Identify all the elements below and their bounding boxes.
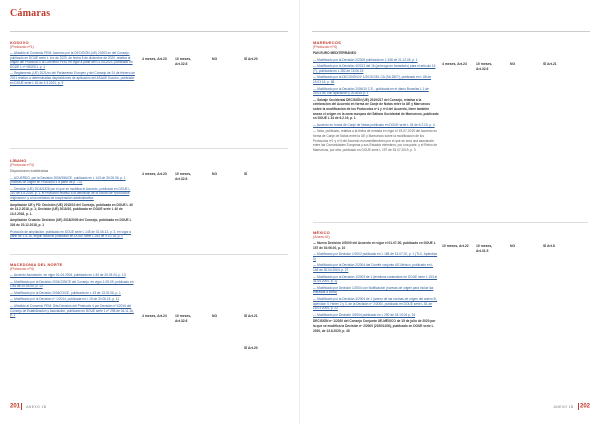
legal-ref-link[interactable]: — Decisión (UE) 2016/1328 por el que se modifica el Acuerdo, publicado en DOUE L 210 de 4.8.2016, p. 1, el Protocolo relativo a la definición de la noción de «productos originarios» y a los métodos de cooperación administrativa. [10,186,131,200]
amendment-text: DECISIÓN nº 1/2020 del Consejo Conjunto UE-MÉXICO de 15 de julio de 2020 por la que se modifica la Decisión nº 2/2000 (2020/1106), publicado en DOUE serie L 2020, de 13.8.2020, p. 45 [313,319,436,333]
legal-ref-link[interactable]: — Modificado por la Decisión nº 1/2014, publicada en L 19 de 30.06.15, p. 11 [10,297,120,302]
yes-col: SÍ Art.21 [244,314,258,318]
validity-col: 4 meses, Art.24 [442,62,467,66]
yes-col: SÍ Art.20 [244,346,258,350]
entry-macedonia [10,262,136,320]
yes-col: SÍ Art.21 [543,62,557,66]
legal-ref-link[interactable]: — Modificado por la Decisión 4/2004 de 1 (anexo de las normas de origen del anexo III, apéndice II, Hinter 2 y 3, de la Decisión nº 2/2000, publicado en DOUE serie L 81 de 15.03.2005, p. 23 [313,296,438,311]
entry-kosovo [10,40,136,87]
header-rule [312,31,590,32]
flag-col: NO [510,62,516,66]
deadline-col: 10 meses, Art.32.6 [175,172,192,181]
validity-col: 10 meses, Art.22 [442,244,469,248]
country-name: MÉXICO [313,230,330,235]
legal-ref-link[interactable]: — Acuerdo en forma de Canje de Notas publicado en DOUE serie L 34 de 6.2.19, p. 4 [313,122,435,127]
yes-col: SÍ Art.8 [543,244,555,248]
entry-mexico [313,230,439,335]
running-title: ANEXO 1B [553,404,574,409]
yes-col: SÍ [244,172,248,176]
amendment-text: Ampliación Croacia: Decisión (UE) 2018/2005 del Consejo, publicada en DOUE L 326 de 20.12.2018, p. 1 [10,218,132,227]
deadline-col: 10 meses, Art.32.6 [175,314,192,323]
row-separator [10,148,288,149]
entry-marruecos [313,40,439,154]
legal-ref-link[interactable]: — Añadido al Convenio PEM: Acuerdo por la DECISIÓN (UE) 2020/1xx del Consejo, publicado en DOUE serie L 1xx de 2020, de fecha 8 de diciembre de 2020, relativa al origen del Protocolo II al Convenio PEM, en vigor a partir del 01-04-2021, publicado en DOUE L nº 08/2021, p. 1 [10,51,133,69]
amendment-text: Ampliación UE y FD: Decisión (UE) 2018/10 del Consejo, publicada en DOUE L 40 de 13.2.2018, p. 1; Decisión (UE) 2018/10, publicada en DOUE serie L 40 de 13.2.2018, p. 1. [10,202,133,216]
legal-ref-link[interactable]: — Reglamento (UE) 2021/xx del Parlamento Europeo y del Consejo de 24 de febrero de 2021 relativo a determinadas disposiciones de aplicación del ASAUE Kosovo, publicado en DOUE serie L 62 de 4.3.2021, p. 9 [10,71,135,85]
amendment-text: — Nota, publicado, relativa a la fecha de entrada en vigor el 19-07-2019 del Acuerdo en forma de Canje de Notas entre la UE y Marruecos sobre la modificación de los Protocolos nº1 y nº4 del Acuerdo euromediterráneo por el que se crea una asociación entre las Comunidades Europeas y sus Estados miembros, por una parte, y el Reino de Marruecos, por otra, publicado en DOUE serie L 197 de 25.07.2019, p. 3 [313,129,438,152]
amendment-text: — Nuevo Decisión 2/2000 del Acuerdo en vigor el 01-07-00, publicado en DOUE L 157 de 30.06.00, p. 10 [313,241,436,250]
legal-text [10,273,136,318]
amendment-text: — Salvaje Occidental DECISIÓN (UE) 2019/217 del Consejo, relativa a la celebración del Acuerdo en forma de Canje de Notas entre la UE y Marruecos sobre la modificación de los Protocolos nº1 y nº4 del Acuerdo, tiene también anexo el origen en la zona europea del Sáhara Occidental de Marruecos, publicado en DOUE L 34 de 6.2.19, p. 1 [313,97,439,121]
yes-col: SÍ Art.20 [244,57,258,61]
page-footer [551,403,590,410]
lead-text: Disposiciones establecidas [10,169,49,173]
flag-col: NO [212,314,218,318]
country-name: LÍBANO [10,158,27,163]
page-number: 201 [10,403,21,410]
legal-text [10,169,136,239]
country-name: MACEDONIA DEL NORTE [10,262,63,267]
legal-ref-link[interactable]: — Modificado por la Decisión 2/2005 publicada en L 336 de 21.12.05, p. 1 [313,57,418,62]
page-number: 202 [579,403,590,410]
legal-text [313,241,439,333]
protocol-ref: (Protocolo nº1) [10,45,34,49]
legal-ref-link[interactable]: — Modificado por la Decisión 2006/23/CE, publicada en L 43 de 13.02.06, p. 1 [10,290,121,295]
footer-bar [21,403,22,410]
legal-ref-link[interactable]: — Modificado por la Decisión 4/2013 del 16 (prórroga en transitorio) para el artículo 15 (T), publicada en L 282 de 15.06.15 [313,64,436,73]
validity-col: 4 meses, Art.23 [142,57,167,61]
flag-col: NO [212,172,218,176]
footer-bar [578,403,579,410]
legal-ref-link[interactable]: — Modificado por la Decisión 2006/10 C.E., publicada en el diario Bruselas L 1 de 29.03.06, con aplicación y 2018/16 p. 1 [313,86,429,96]
deadline-col: 10 meses, Art.32.6 [175,57,192,66]
legal-ref-link[interactable]: — Modificado por la DECISIÓN Nº 1/2015 DEL CA (SA 2807), publicado en L 68 de 15.03.16, p. 68 [313,75,432,84]
running-title: ANEXO 1B [26,404,47,409]
flag-col: NO [212,57,218,61]
legal-ref-link[interactable]: — Modificado por la Decisión 2004/239/CE del Consejo, en vigor 1-09-05, publicado en L 84 de 20.03.04, p. 13 [10,279,134,289]
section-heading: PAN EURO MEDITERRÁNEO [313,51,357,55]
header-rule [10,31,288,32]
row-separator [10,254,288,255]
legal-text [313,51,439,152]
legal-ref-link[interactable]: — Acuerdo Asociación, en vigor 01-04-2004, publicado en L 84 de 20.03.04, p. 13 [10,273,126,277]
legal-ref-link[interactable]: — Modificado por Decisión 1/2004 con Notificación (normas de origen para incluir las entradas a zona) [313,285,434,295]
country-name: KOSOVO [10,40,29,45]
entry-libano [10,158,136,241]
protocol-ref: (Protocolo nº4) [10,163,34,167]
protocol-ref: (Protocolo nº4) [10,267,34,271]
country-name: MARRUECOS [313,40,342,45]
flag-col: NO [510,244,516,248]
legal-ref-link[interactable]: — Modificado por Decisión 3/2004 publicado en L 290 de 18.10.04 p. 24 [313,312,416,317]
legal-ref-link[interactable]: — ACUERDO, por la Decisión 2006/356/CE, publicado en L 143 de 30.05.06, p. 1 (normas de origen en Protocolo 4 a partir de p. 73). [10,175,126,185]
page-footer [10,403,49,410]
legal-ref-link[interactable]: — Modificado por la Decisión 2/2004 del Comité conjunto UE-México, publicado en L 148 de 30.04.2004, p. 27 [313,263,434,272]
validity-col: 4 meses, Art.23 [142,172,167,176]
row-separator [313,222,588,223]
legal-ref-link[interactable]: Protocolo de ampliación, publicado en DOUE serie L 145 de 01.06.13, p. 3, en vigor a partir de 1-9-18, según anuncio publicado en DOUE serie L 253 de 9.10.18, p. 1 [10,229,132,239]
protocol-ref: (Protocolo nº4) [313,45,337,49]
protocol-ref: (Anexo III) [313,235,330,239]
legal-ref-link[interactable]: — Añadido al Convenio PEM: Dita Decisión del Protocolo 4 por Decisión nº1/2016 del Consejo de Estabilización y Asociación, publicado en DOUE serie L nº 298 de 04.11.16, p. 1 [10,303,134,318]
legal-ref-link[interactable]: — Modificado por la Decisión 1/2003 de 1 (términos contenidos en DOUE serie L 153 el 31.05.2004, p. 1) [313,274,438,284]
legal-ref-link[interactable]: — Modificado por Decisión 1/2002 publicado en L 185 de 13.07.02, p. 1 (TLC, Apéndice II) [313,252,438,261]
legal-text [10,51,136,85]
validity-col: 4 meses, Art.24 [142,314,167,318]
deadline-col: 10 meses, Art.32.6 [476,62,493,71]
logo: Cámaras [10,8,51,19]
deadline-col: 10 meses, Art.31.5 [476,244,493,253]
